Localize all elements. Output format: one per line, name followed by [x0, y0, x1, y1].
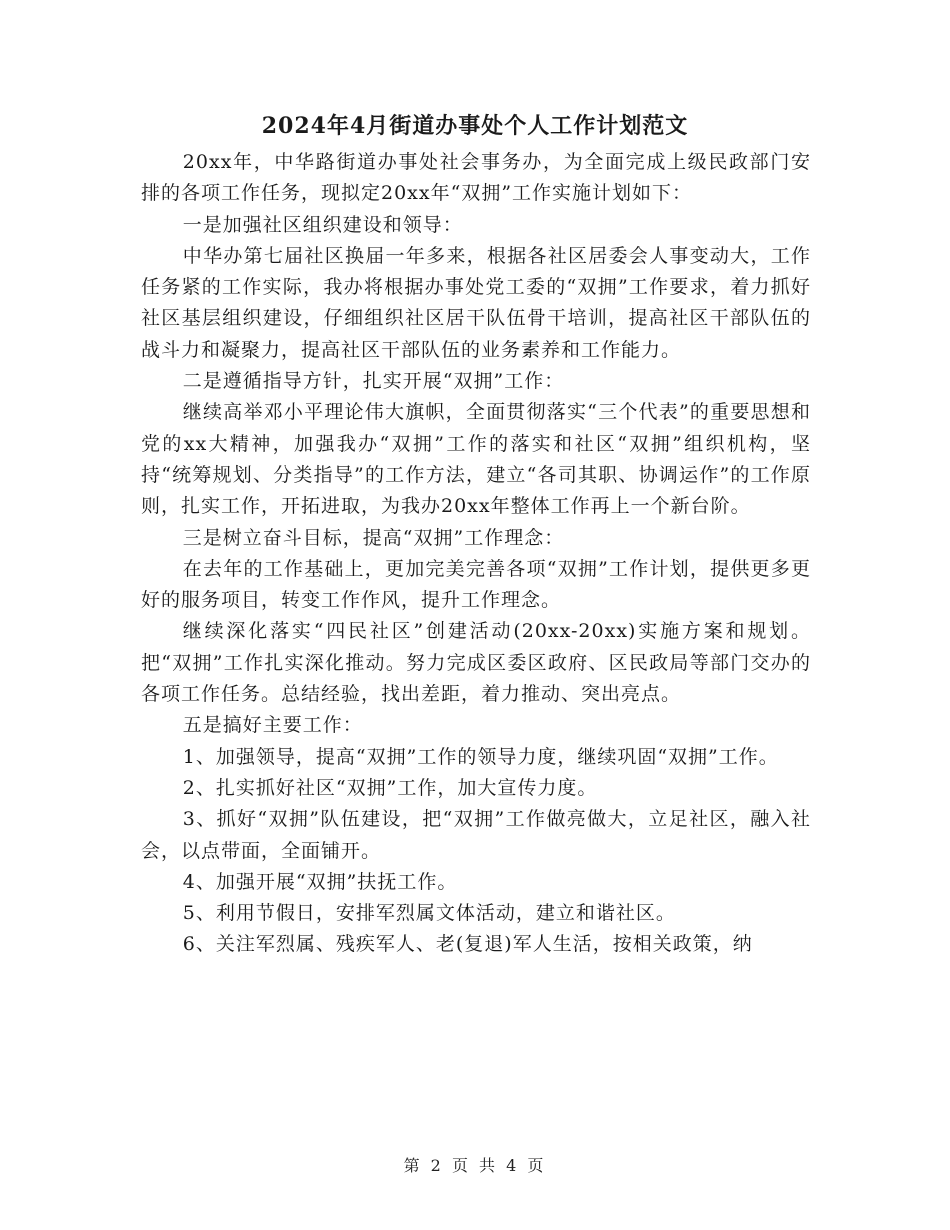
- paragraph: 中华办第七届社区换届一年多来，根据各社区居委会人事变动大，工作任务紧的工作实际，我办将根据办事处党工委的“双拥”工作要求，着力抓好社区基层组织建设，仔细组织社区居干队伍骨干培训，提高社区干部队伍的战斗力和凝聚力，提高社区干部队伍的业务素养和工作能力。: [141, 244, 811, 361]
- list-item: 1、加强领导，提高“双拥”工作的领导力度，继续巩固“双拥”工作。: [182, 745, 779, 768]
- paragraph-intro: 20xx年，中华路街道办事处社会事务办，为全面完成上级民政部门安排的各项工作任务，现拟定20xx年“双拥”工作实施计划如下：: [141, 151, 811, 205]
- list-item: 3、抓好“双拥”队伍建设，把“双拥”工作做亮做大，立足社区，融入社会，以点带面，全面铺开。: [141, 808, 811, 862]
- list-item: 4、加强开展“双拥”扶抚工作。: [182, 870, 458, 893]
- document-body: [141, 147, 811, 961]
- paragraph-heading-2: 二是遵循指导方针，扎实开展“双拥”工作：: [182, 370, 565, 393]
- list-item: 2、扎实抓好社区“双拥”工作，加大宣传力度。: [182, 776, 598, 799]
- paragraph: 继续深化落实“四民社区”创建活动(20xx-20xx)实施方案和规划。把“双拥”工作扎实深化推动。努力完成区委区政府、区民政局等部门交办的各项工作任务。总结经验，找出差距，着力推动、突出亮点。: [141, 620, 811, 706]
- paragraph-heading-5: 五是搞好主要工作：: [182, 714, 363, 737]
- page-indicator: 第 2 页 共 4 页: [403, 1156, 547, 1175]
- paragraph-heading-1: 一是加强社区组织建设和领导：: [182, 213, 463, 236]
- list-item: 5、利用节假日，安排军烈属文体活动，建立和谐社区。: [182, 902, 676, 925]
- paragraph-heading-3: 三是树立奋斗目标，提高“双拥”工作理念：: [182, 526, 565, 549]
- list-item: 6、关注军烈属、残疾军人、老(复退)军人生活，按相关政策，纳: [182, 933, 753, 956]
- paragraph: 在去年的工作基础上，更加完美完善各项“双拥”工作计划，提供更多更好的服务项目，转变工作作风，提升工作理念。: [141, 557, 811, 612]
- document-title: 2024年4月街道办事处个人工作计划范文: [261, 113, 689, 139]
- paragraph: 继续高举邓小平理论伟大旗帜，全面贯彻落实“三个代表”的重要思想和党的xx大精神，加强我办“双拥”工作的落实和社区“双拥”组织机构，坚持“统筹规划、分类指导”的工作方法，建立“各司其职、协调运作”的工作原则，扎实工作，开拓进取，为我办20xx年整体工作再上一个新台阶。: [141, 401, 811, 518]
